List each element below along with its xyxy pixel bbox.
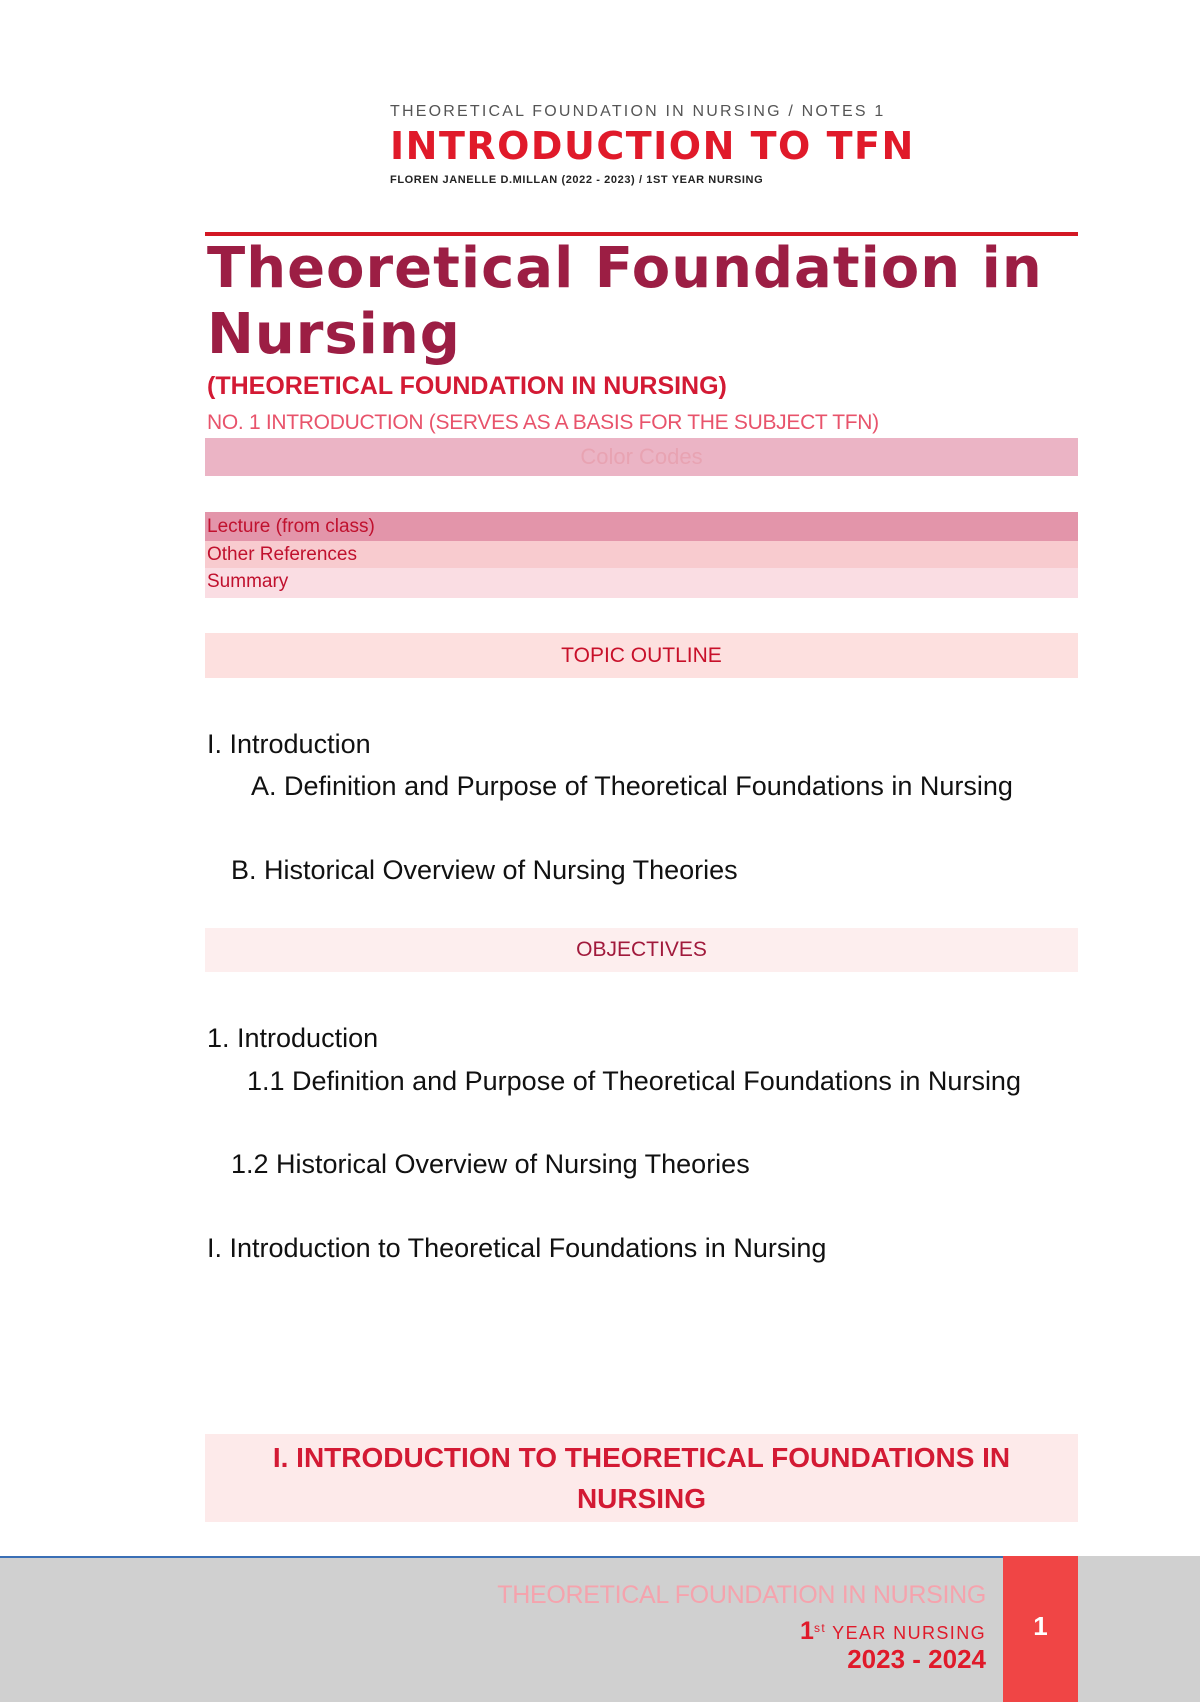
objective-item-1: 1. Introduction (207, 1023, 379, 1053)
section-intro-line: I. Introduction to Theoretical Foundations in Nursing (207, 1233, 827, 1263)
header-author-line: FLOREN JANELLE D.MILLAN (2022 - 2023) / 1ST YEAR NURSING (390, 174, 764, 186)
outline-item-1b: B. Historical Overview of Nursing Theories (231, 855, 738, 885)
color-codes-title: Color Codes (205, 438, 1078, 476)
document-number-line: NO. 1 INTRODUCTION (SERVES AS A BASIS FOR THE SUBJECT TFN) (207, 411, 879, 434)
document-subtitle: (THEORETICAL FOUNDATION IN NURSING) (207, 372, 727, 400)
footer-school-year: 2023 - 2024 (847, 1644, 986, 1674)
objective-item-1-1: 1.1 Definition and Purpose of Theoretical Foundations in Nursing (247, 1066, 1021, 1096)
objectives-heading: OBJECTIVES (205, 928, 1078, 972)
outline-item-1: I. Introduction (207, 729, 371, 759)
header-top-line: THEORETICAL FOUNDATION IN NURSING / NOTES 1 (390, 103, 886, 120)
footer-divider (0, 1556, 1003, 1558)
footer-year (800, 1617, 986, 1646)
footer-year-number: 1 (800, 1617, 814, 1645)
color-code-lecture: Lecture (from class) (205, 512, 1078, 541)
section-heading: I. INTRODUCTION TO THEORETICAL FOUNDATIONS IN NURSING (205, 1434, 1078, 1522)
color-code-other-references: Other References (205, 541, 1078, 568)
color-code-summary: Summary (205, 568, 1078, 598)
footer-year-text: YEAR NURSING (826, 1623, 986, 1643)
header-title: INTRODUCTION TO TFN (390, 124, 915, 168)
objective-item-1-2: 1.2 Historical Overview of Nursing Theories (231, 1149, 750, 1179)
outline-item-1a: A. Definition and Purpose of Theoretical Foundations in Nursing (251, 771, 1013, 801)
footer-course: THEORETICAL FOUNDATION IN NURSING (497, 1581, 986, 1609)
footer-year-suffix: st (813, 1621, 827, 1635)
document-title: Theoretical Foundation in Nursing (207, 236, 1043, 367)
page-number: 1 (1003, 1556, 1078, 1702)
topic-outline-heading: TOPIC OUTLINE (205, 633, 1078, 678)
